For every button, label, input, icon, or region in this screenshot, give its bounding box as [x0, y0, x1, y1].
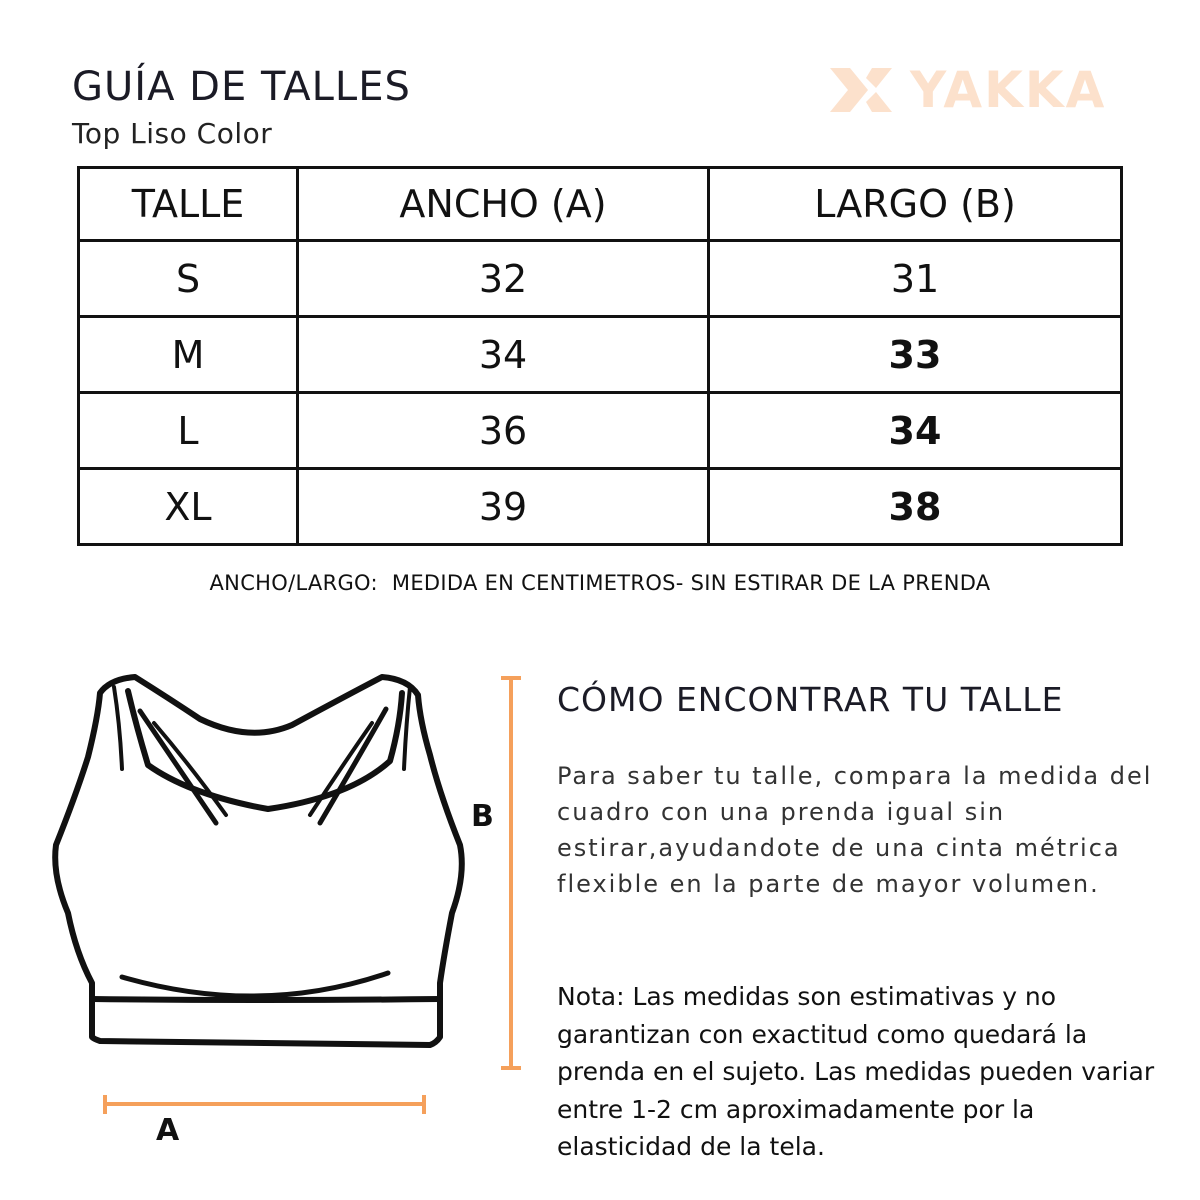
width-cell: 39 [298, 469, 709, 545]
label-b: B [471, 799, 494, 834]
length-cell: 31 [709, 241, 1122, 317]
brand-name: YAKKA [910, 61, 1107, 119]
table-row [79, 241, 1122, 317]
width-cell: 32 [298, 241, 709, 317]
measurement-note-text: MEDIDA EN CENTIMETROS- SIN ESTIRAR DE LA PRENDA [391, 571, 991, 595]
size-cell: L [79, 393, 298, 469]
width-cell: 36 [298, 393, 709, 469]
length-cell: 38 [709, 469, 1122, 545]
header-largo: LARGO (B) [709, 168, 1122, 241]
length-cell: 34 [709, 393, 1122, 469]
sports-bra-diagram [40, 665, 540, 1165]
header-ancho: ANCHO (A) [298, 168, 709, 241]
measurement-note-label: ANCHO/LARGO: [209, 571, 378, 595]
brand-logo [828, 62, 1128, 122]
measure-line-a [100, 1092, 430, 1118]
table-row [79, 393, 1122, 469]
size-cell: M [79, 317, 298, 393]
size-table [77, 166, 1123, 546]
label-a: A [156, 1113, 180, 1148]
disclaimer-note: Nota: Las medidas son estimativas y no garantizan con exactitud como quedará la prenda en el sujeto. Las medidas pueden variar entre 1-2 cm aproximadamente por la elasticidad de la tela. [557, 982, 1155, 1161]
page-subtitle: Top Liso Color [72, 117, 273, 150]
measure-line-b [498, 674, 524, 1072]
how-to-title: CÓMO ENCONTRAR TU TALLE [557, 680, 1064, 719]
brand-mark-icon [828, 62, 898, 118]
size-cell: XL [79, 469, 298, 545]
size-cell: S [79, 241, 298, 317]
header-talle: TALLE [79, 168, 298, 241]
measurement-note [0, 571, 1200, 595]
table-row [79, 469, 1122, 545]
width-cell: 34 [298, 317, 709, 393]
page-title: GUÍA DE TALLES [72, 64, 411, 110]
length-cell: 33 [709, 317, 1122, 393]
table-header-row [79, 168, 1122, 241]
table-row [79, 317, 1122, 393]
how-to-text: Para saber tu talle, compara la medida del cuadro con una prenda igual sin estirar,ayudandote de una cinta métrica flexible en la parte de mayor volumen. [557, 762, 1153, 898]
